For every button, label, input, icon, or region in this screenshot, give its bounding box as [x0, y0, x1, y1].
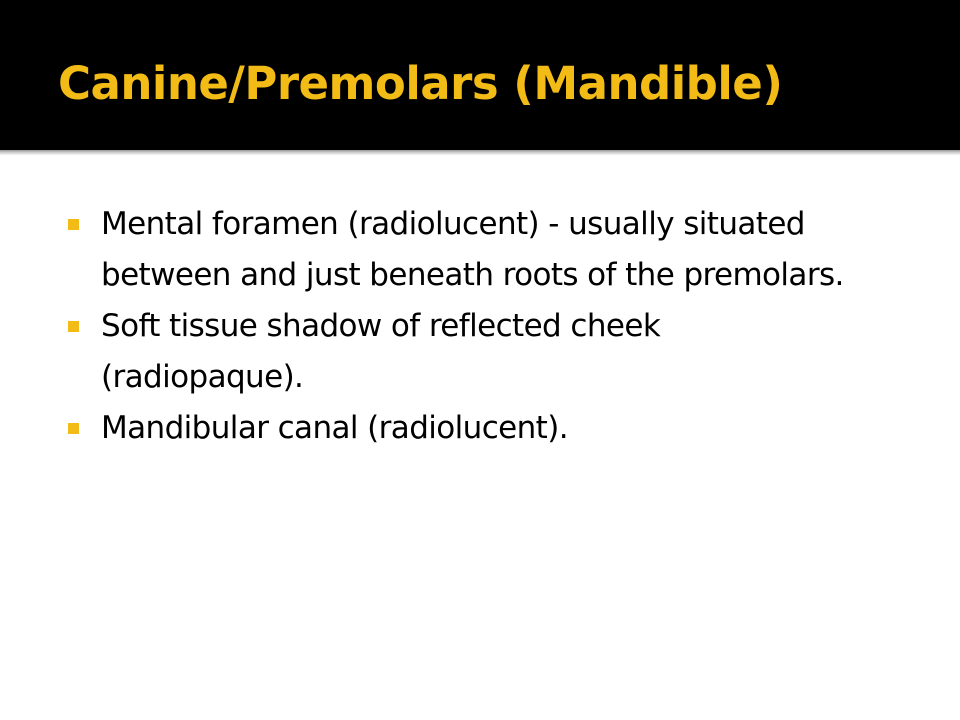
bullet-text: Mental foramen (radiolucent) - usually situated between and just beneath roots of the premolars. [101, 206, 844, 293]
square-bullet-icon [68, 219, 79, 230]
title-divider [0, 150, 960, 155]
bullet-item [66, 199, 866, 301]
bullet-item [66, 301, 866, 403]
bullet-list [66, 199, 866, 454]
square-bullet-icon [68, 321, 79, 332]
bullet-item [66, 403, 866, 454]
slide-title: Canine/Premolars (Mandible) [58, 57, 783, 110]
bullet-text: Mandibular canal (radiolucent). [101, 410, 568, 446]
title-bar [0, 0, 960, 150]
square-bullet-icon [68, 423, 79, 434]
bullet-text: Soft tissue shadow of reflected cheek (radiopaque). [101, 308, 661, 395]
